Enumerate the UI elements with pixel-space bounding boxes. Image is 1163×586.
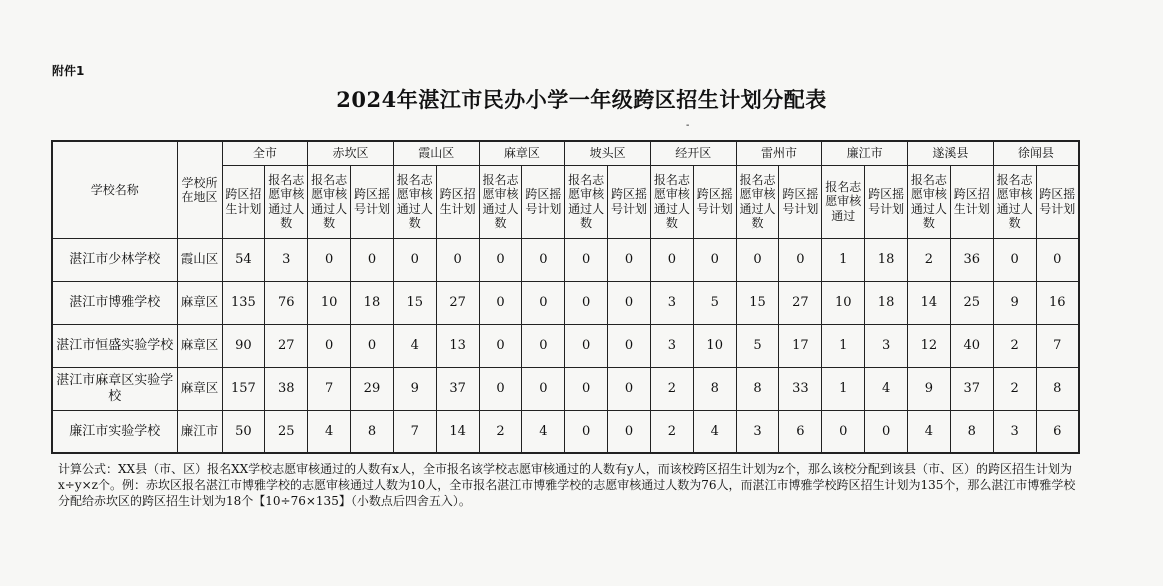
school-name-cell: 湛江市恒盛实验学校 <box>52 324 177 367</box>
value-cell: 9 <box>908 367 951 410</box>
value-cell: 27 <box>436 281 479 324</box>
value-cell: 0 <box>351 324 394 367</box>
header-subcolumn: 跨区摇号计划 <box>351 165 394 238</box>
value-cell: 2 <box>908 238 951 281</box>
value-cell: 135 <box>222 281 265 324</box>
value-cell: 37 <box>436 367 479 410</box>
table-row <box>52 281 1079 324</box>
school-area-cell: 麻章区 <box>177 367 222 410</box>
value-cell: 90 <box>222 324 265 367</box>
value-cell: 38 <box>265 367 308 410</box>
value-cell: 0 <box>522 238 565 281</box>
formula-note: 计算公式：XX县（市、区）报名XX学校志愿审核通过的人数有x人，全市报名该学校志愿审核通过的人数有y人，而该校跨区招生计划为z个，那么该校分配到该县（市、区）的跨区招生计划为x÷y×z个。例：赤坎区报名湛江市博雅学校的志愿审核通过人数为10人，全市报名湛江市博雅学校的志愿审核通过人数为76人，而湛江市博雅学校跨区招生计划为135个，那么湛江市博雅学校分配给赤坎区的跨区招生计划为18个【10÷76×135】（小数点后四舍五入）。 <box>58 462 1076 508</box>
value-cell: 0 <box>479 367 522 410</box>
value-cell: 0 <box>565 238 608 281</box>
value-cell: 27 <box>265 324 308 367</box>
value-cell: 10 <box>308 281 351 324</box>
value-cell: 0 <box>565 410 608 453</box>
value-cell: 2 <box>650 410 693 453</box>
value-cell: 0 <box>565 367 608 410</box>
value-cell: 18 <box>865 238 908 281</box>
value-cell: 54 <box>222 238 265 281</box>
value-cell: 14 <box>436 410 479 453</box>
header-group: 赤坎区 <box>308 141 394 165</box>
header-school-name: 学校名称 <box>52 141 177 238</box>
value-cell: 0 <box>779 238 822 281</box>
value-cell: 3 <box>650 324 693 367</box>
value-cell: 27 <box>779 281 822 324</box>
title-dot: - <box>686 120 690 131</box>
header-subcolumn: 跨区招生计划 <box>436 165 479 238</box>
allocation-table <box>51 140 1080 454</box>
header-subcolumn: 跨区摇号计划 <box>522 165 565 238</box>
school-name-cell: 湛江市博雅学校 <box>52 281 177 324</box>
value-cell: 12 <box>908 324 951 367</box>
value-cell: 8 <box>736 367 779 410</box>
value-cell: 6 <box>779 410 822 453</box>
value-cell: 0 <box>479 324 522 367</box>
school-name-cell: 湛江市少林学校 <box>52 238 177 281</box>
value-cell: 0 <box>608 367 651 410</box>
value-cell: 18 <box>865 281 908 324</box>
header-school-area: 学校所在地区 <box>177 141 222 238</box>
value-cell: 0 <box>522 367 565 410</box>
header-subcolumn: 报名志愿审核通过人数 <box>736 165 779 238</box>
header-subcolumn: 报名志愿审核通过人数 <box>265 165 308 238</box>
school-area-cell: 麻章区 <box>177 324 222 367</box>
header-subcolumn: 报名志愿审核通过人数 <box>650 165 693 238</box>
value-cell: 13 <box>436 324 479 367</box>
header-subcolumn: 报名志愿审核通过人数 <box>908 165 951 238</box>
page-title: 2024年湛江市民办小学一年级跨区招生计划分配表 <box>336 87 827 112</box>
value-cell: 0 <box>308 324 351 367</box>
value-cell: 0 <box>308 238 351 281</box>
header-subcolumn: 跨区招生计划 <box>222 165 265 238</box>
value-cell: 0 <box>650 238 693 281</box>
value-cell: 0 <box>522 324 565 367</box>
value-cell: 3 <box>865 324 908 367</box>
value-cell: 4 <box>908 410 951 453</box>
value-cell: 9 <box>393 367 436 410</box>
header-subcolumn: 报名志愿审核通过人数 <box>565 165 608 238</box>
value-cell: 0 <box>865 410 908 453</box>
value-cell: 0 <box>565 281 608 324</box>
value-cell: 2 <box>993 324 1036 367</box>
value-cell: 0 <box>822 410 865 453</box>
value-cell: 0 <box>351 238 394 281</box>
value-cell: 16 <box>1036 281 1079 324</box>
header-subcolumn: 跨区摇号计划 <box>608 165 651 238</box>
value-cell: 0 <box>608 281 651 324</box>
header-row-groups <box>52 141 1079 165</box>
school-name-cell: 湛江市麻章区实验学校 <box>52 367 177 410</box>
header-group: 徐闻县 <box>993 141 1079 165</box>
value-cell: 25 <box>950 281 993 324</box>
school-name-cell: 廉江市实验学校 <box>52 410 177 453</box>
value-cell: 7 <box>1036 324 1079 367</box>
value-cell: 3 <box>650 281 693 324</box>
value-cell: 33 <box>779 367 822 410</box>
school-area-cell: 霞山区 <box>177 238 222 281</box>
value-cell: 4 <box>393 324 436 367</box>
table-body <box>52 238 1079 453</box>
value-cell: 2 <box>479 410 522 453</box>
value-cell: 4 <box>522 410 565 453</box>
value-cell: 37 <box>950 367 993 410</box>
value-cell: 50 <box>222 410 265 453</box>
attachment-label: 附件1 <box>52 64 85 78</box>
table-row <box>52 324 1079 367</box>
header-subcolumn: 报名志愿审核通过人数 <box>393 165 436 238</box>
value-cell: 15 <box>736 281 779 324</box>
value-cell: 0 <box>693 238 736 281</box>
value-cell: 0 <box>608 410 651 453</box>
header-group: 廉江市 <box>822 141 908 165</box>
value-cell: 5 <box>736 324 779 367</box>
value-cell: 17 <box>779 324 822 367</box>
value-cell: 6 <box>1036 410 1079 453</box>
value-cell: 1 <box>822 238 865 281</box>
value-cell: 14 <box>908 281 951 324</box>
school-area-cell: 廉江市 <box>177 410 222 453</box>
header-group: 遂溪县 <box>908 141 994 165</box>
value-cell: 8 <box>1036 367 1079 410</box>
header-group: 全市 <box>222 141 308 165</box>
header-subcolumn: 报名志愿审核通过 <box>822 165 865 238</box>
value-cell: 8 <box>950 410 993 453</box>
value-cell: 3 <box>265 238 308 281</box>
value-cell: 4 <box>865 367 908 410</box>
header-subcolumn: 报名志愿审核通过人数 <box>993 165 1036 238</box>
header-subcolumn: 报名志愿审核通过人数 <box>479 165 522 238</box>
value-cell: 15 <box>393 281 436 324</box>
value-cell: 7 <box>393 410 436 453</box>
value-cell: 0 <box>393 238 436 281</box>
header-group: 霞山区 <box>393 141 479 165</box>
value-cell: 0 <box>993 238 1036 281</box>
value-cell: 0 <box>608 238 651 281</box>
header-group: 麻章区 <box>479 141 565 165</box>
value-cell: 9 <box>993 281 1036 324</box>
value-cell: 2 <box>993 367 1036 410</box>
value-cell: 0 <box>736 238 779 281</box>
value-cell: 157 <box>222 367 265 410</box>
header-subcolumn: 跨区摇号计划 <box>693 165 736 238</box>
value-cell: 0 <box>565 324 608 367</box>
value-cell: 36 <box>950 238 993 281</box>
value-cell: 18 <box>351 281 394 324</box>
value-cell: 4 <box>308 410 351 453</box>
header-subcolumn: 跨区摇号计划 <box>1036 165 1079 238</box>
value-cell: 0 <box>479 238 522 281</box>
value-cell: 0 <box>436 238 479 281</box>
value-cell: 25 <box>265 410 308 453</box>
value-cell: 76 <box>265 281 308 324</box>
value-cell: 10 <box>822 281 865 324</box>
value-cell: 1 <box>822 367 865 410</box>
value-cell: 7 <box>308 367 351 410</box>
table-row <box>52 238 1079 281</box>
header-group: 坡头区 <box>565 141 651 165</box>
value-cell: 0 <box>608 324 651 367</box>
value-cell: 4 <box>693 410 736 453</box>
value-cell: 29 <box>351 367 394 410</box>
header-subcolumn: 跨区摇号计划 <box>865 165 908 238</box>
value-cell: 3 <box>993 410 1036 453</box>
value-cell: 0 <box>479 281 522 324</box>
header-group: 经开区 <box>650 141 736 165</box>
value-cell: 8 <box>693 367 736 410</box>
value-cell: 3 <box>736 410 779 453</box>
table-row <box>52 367 1079 410</box>
value-cell: 10 <box>693 324 736 367</box>
table-row <box>52 410 1079 453</box>
value-cell: 0 <box>1036 238 1079 281</box>
school-area-cell: 麻章区 <box>177 281 222 324</box>
value-cell: 5 <box>693 281 736 324</box>
value-cell: 1 <box>822 324 865 367</box>
header-group: 雷州市 <box>736 141 822 165</box>
value-cell: 0 <box>522 281 565 324</box>
header-subcolumn: 跨区招生计划 <box>950 165 993 238</box>
header-subcolumn: 跨区摇号计划 <box>779 165 822 238</box>
value-cell: 8 <box>351 410 394 453</box>
value-cell: 40 <box>950 324 993 367</box>
header-subcolumn: 报名志愿审核通过人数 <box>308 165 351 238</box>
value-cell: 2 <box>650 367 693 410</box>
